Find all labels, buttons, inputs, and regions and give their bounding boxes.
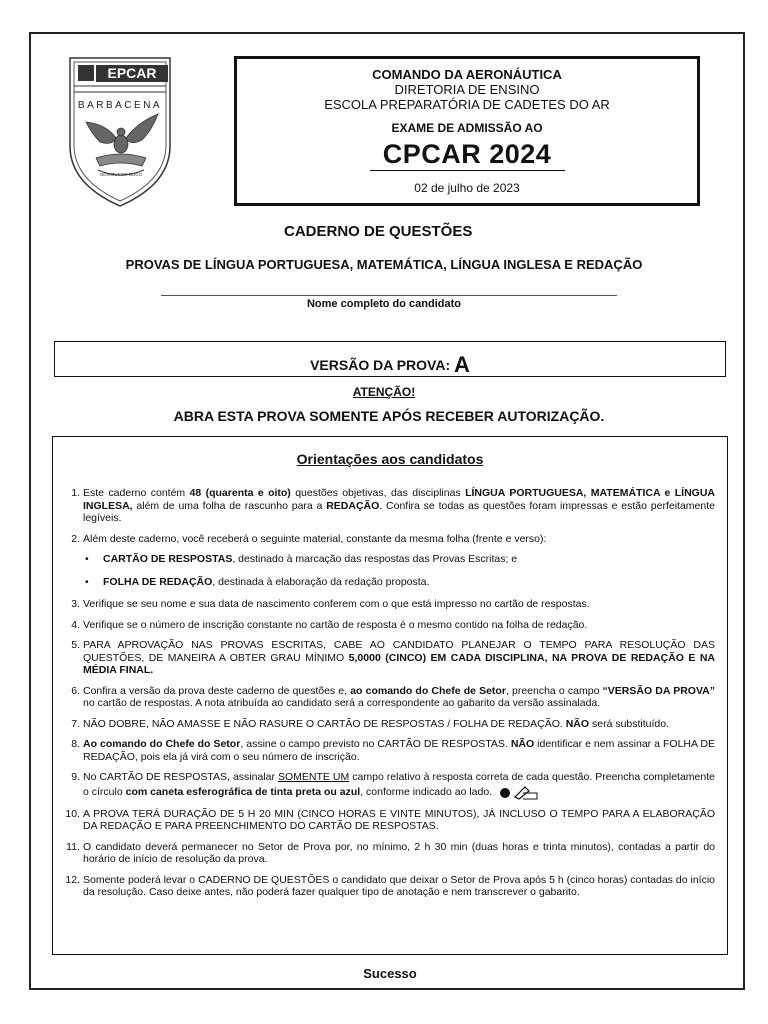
list-item — [63, 533, 715, 546]
versao-box — [54, 341, 726, 377]
list-item — [63, 738, 715, 763]
item-bold: com caneta esferográfica de tinta preta ou azul — [125, 785, 361, 798]
item-text: além de uma folha de rascunho para a — [132, 499, 327, 512]
item-bold: Ao comando do Chefe do Setor — [83, 738, 241, 750]
header-command: COMANDO DA AERONÁUTICA — [372, 67, 562, 82]
orientacoes-title: Orientações aos candidatos — [296, 451, 484, 467]
header-box — [234, 56, 700, 206]
item-text: , conforme indicado ao lado. — [360, 785, 493, 798]
list-item — [63, 619, 715, 632]
item-text: Somente poderá levar o CADERNO DE QUESTÕES o candidato que deixar o Setor de Prova após 5 h (cinco horas) contadas do início da resolução. Caso deixe antes, não poderá fazer qualquer tipo de anotação e nem transcrever o gabarito. — [83, 873, 715, 898]
item-text: , destinada à elaboração da redação proposta. — [212, 575, 430, 588]
item-text: , preencha o campo — [505, 684, 603, 697]
item-text: Verifique se o número de inscrição constante no cartão de resposta é o mesmo contido na folha de redação. — [83, 618, 588, 631]
item-number: 1. — [71, 487, 80, 499]
item-number: 3. — [71, 598, 80, 610]
provas-subtitle: PROVAS DE LÍNGUA PORTUGUESA, MATEMÁTICA, LÍNGUA INGLESA E REDAÇÃO — [125, 257, 643, 272]
versao-label: VERSÃO DA PROVA — [310, 357, 446, 373]
item-bold: REDAÇÃO — [326, 499, 380, 512]
list-item — [63, 841, 715, 866]
header-directorate: DIRETORIA DE ENSINO — [394, 82, 540, 97]
item-number: 4. — [71, 618, 80, 631]
item-text: no cartão de respostas. A nota atribuída ao candidato será a correspondente ao gabarito da versão assinalada. — [83, 697, 601, 709]
item-text: A PROVA TERÁ DURAÇÃO DE 5 H 20 MIN (CINCO HORAS E VINTE MINUTOS), JÁ INCLUSO O TEMPO PARA A ELABORAÇÃO DA REDAÇÃO E PARA PREENCHIMENTO DO CARTÃO DE RESPOSTAS. — [83, 807, 715, 832]
item-number: 9. — [71, 771, 80, 783]
item-number: 12. — [65, 873, 80, 886]
item-number: 10. — [65, 807, 80, 820]
item-bold: CARTÃO DE RESPOSTAS — [103, 553, 233, 565]
item-bold: FOLHA DE REDAÇÃO — [103, 575, 213, 588]
item-bold: ao comando do Chefe de Setor — [350, 684, 506, 697]
versao-colon: : — [445, 357, 451, 373]
item-text: Além deste caderno, você receberá o seguinte material, constante da mesma folha (frente e verso): — [83, 532, 547, 545]
exam-title: CPCAR 2024 — [382, 139, 552, 169]
item-text: . Confira se todas as questões foram impressas e estão perfeitamente legíveis. — [83, 499, 715, 524]
item-text: , assine o campo previsto no CARTÃO DE RESPOSTAS. — [240, 738, 511, 750]
item-text: , destinado à marcação das respostas das Provas Escritas; e — [232, 553, 518, 565]
item-number: 11. — [66, 840, 80, 853]
item-bold: 5,0000 (CINCO) EM CADA DISCIPLINA, NA PROVA DE REDAÇÃO E NA MÉDIA FINAL. — [83, 651, 715, 676]
candidate-name-line — [161, 295, 617, 296]
bullet-icon: • — [85, 553, 89, 565]
versao-line — [55, 350, 725, 376]
item-text: Este caderno contém — [83, 487, 190, 499]
caderno-title: CADERNO DE QUESTÕES — [284, 223, 473, 240]
item-text: será substituído. — [589, 717, 670, 730]
orientacoes-box — [52, 436, 728, 955]
item-text: No CARTÃO DE RESPOSTAS, assinalar — [83, 771, 278, 783]
atencao-heading: ATENÇÃO! — [352, 385, 416, 399]
bullet-icon: • — [85, 575, 89, 588]
list-item — [63, 771, 715, 800]
item-number: 2. — [71, 532, 80, 545]
list-item — [63, 685, 715, 710]
item-text: questões objetivas, das disciplinas — [290, 487, 466, 499]
item-number: 6. — [71, 684, 80, 697]
item-bold: NÃO — [565, 717, 590, 730]
emblem-city: BARBACENA — [77, 100, 163, 111]
exam-date: 02 de julho de 2023 — [414, 181, 520, 195]
list-subitem — [63, 553, 715, 566]
versao-letter: A — [454, 352, 470, 377]
item-bold: LÍNGUA PORTUGUESA, MATEMÁTICA e LÍNGUA INGLESA, — [83, 487, 715, 512]
epcar-emblem — [66, 54, 174, 210]
header-exam-label: EXAME DE ADMISSÃO AO — [391, 121, 543, 135]
orientacoes-list — [63, 487, 715, 907]
item-bold: NÃO — [510, 738, 535, 750]
abra-warning: ABRA ESTA PROVA SOMENTE APÓS RECEBER AUTORIZAÇÃO. — [173, 408, 605, 424]
list-item — [63, 808, 715, 833]
item-bold: 48 (quarenta e oito) — [189, 487, 291, 499]
item-bold: “VERSÃO DA PROVA” — [602, 684, 716, 697]
item-text: Verifique se seu nome e sua data de nascimento conferem com o que está impresso no cartão de respostas. — [83, 598, 590, 610]
list-item — [63, 487, 715, 525]
candidate-name-label: Nome completo do candidato — [306, 298, 461, 310]
list-subitem — [63, 576, 715, 589]
footer-sucesso: Sucesso — [363, 966, 417, 981]
item-underlined: SOMENTE UM — [277, 771, 350, 783]
emblem-top-text: EPCAR — [107, 65, 157, 81]
item-text: PARA APROVAÇÃO NAS PROVAS ESCRITAS, CABE AO CANDIDATO PLANEJAR O TEMPO PARA RESOLUÇÃO DAS QUESTÕES, DE MANEIRA A OBTER GRAU MÍNIMO — [83, 639, 715, 664]
item-text: O candidato deverá permanecer no Setor de Prova por, no mínimo, 2 h 30 min (duas horas e trinta minutos), contadas a partir do horário de início de resolução da prova. — [83, 840, 715, 865]
list-item — [63, 718, 715, 731]
list-item — [63, 598, 715, 611]
emblem-motto: NON DUCOR DUCO — [99, 172, 143, 177]
item-text: campo relativo à resposta correta de cada questão. Preencha completamente o círculo — [83, 771, 715, 798]
list-item — [63, 639, 715, 677]
filled-circle-pen-icon — [499, 784, 539, 800]
list-item — [63, 874, 715, 899]
title-underline — [370, 170, 565, 171]
item-number: 8. — [71, 738, 80, 750]
item-text: identificar e nem assinar a FOLHA DE REDAÇÃO, pois ela já virá com o seu número de inscrição. — [83, 738, 716, 763]
item-number: 5. — [71, 639, 80, 651]
item-text: Confira a versão da prova deste caderno de questões e, — [83, 684, 351, 697]
item-number: 7. — [71, 717, 80, 730]
header-school: ESCOLA PREPARATÓRIA DE CADETES DO AR — [324, 97, 610, 112]
item-text: NÃO DOBRE, NÃO AMASSE E NÃO RASURE O CARTÃO DE RESPOSTAS / FOLHA DE REDAÇÃO. — [83, 717, 566, 730]
